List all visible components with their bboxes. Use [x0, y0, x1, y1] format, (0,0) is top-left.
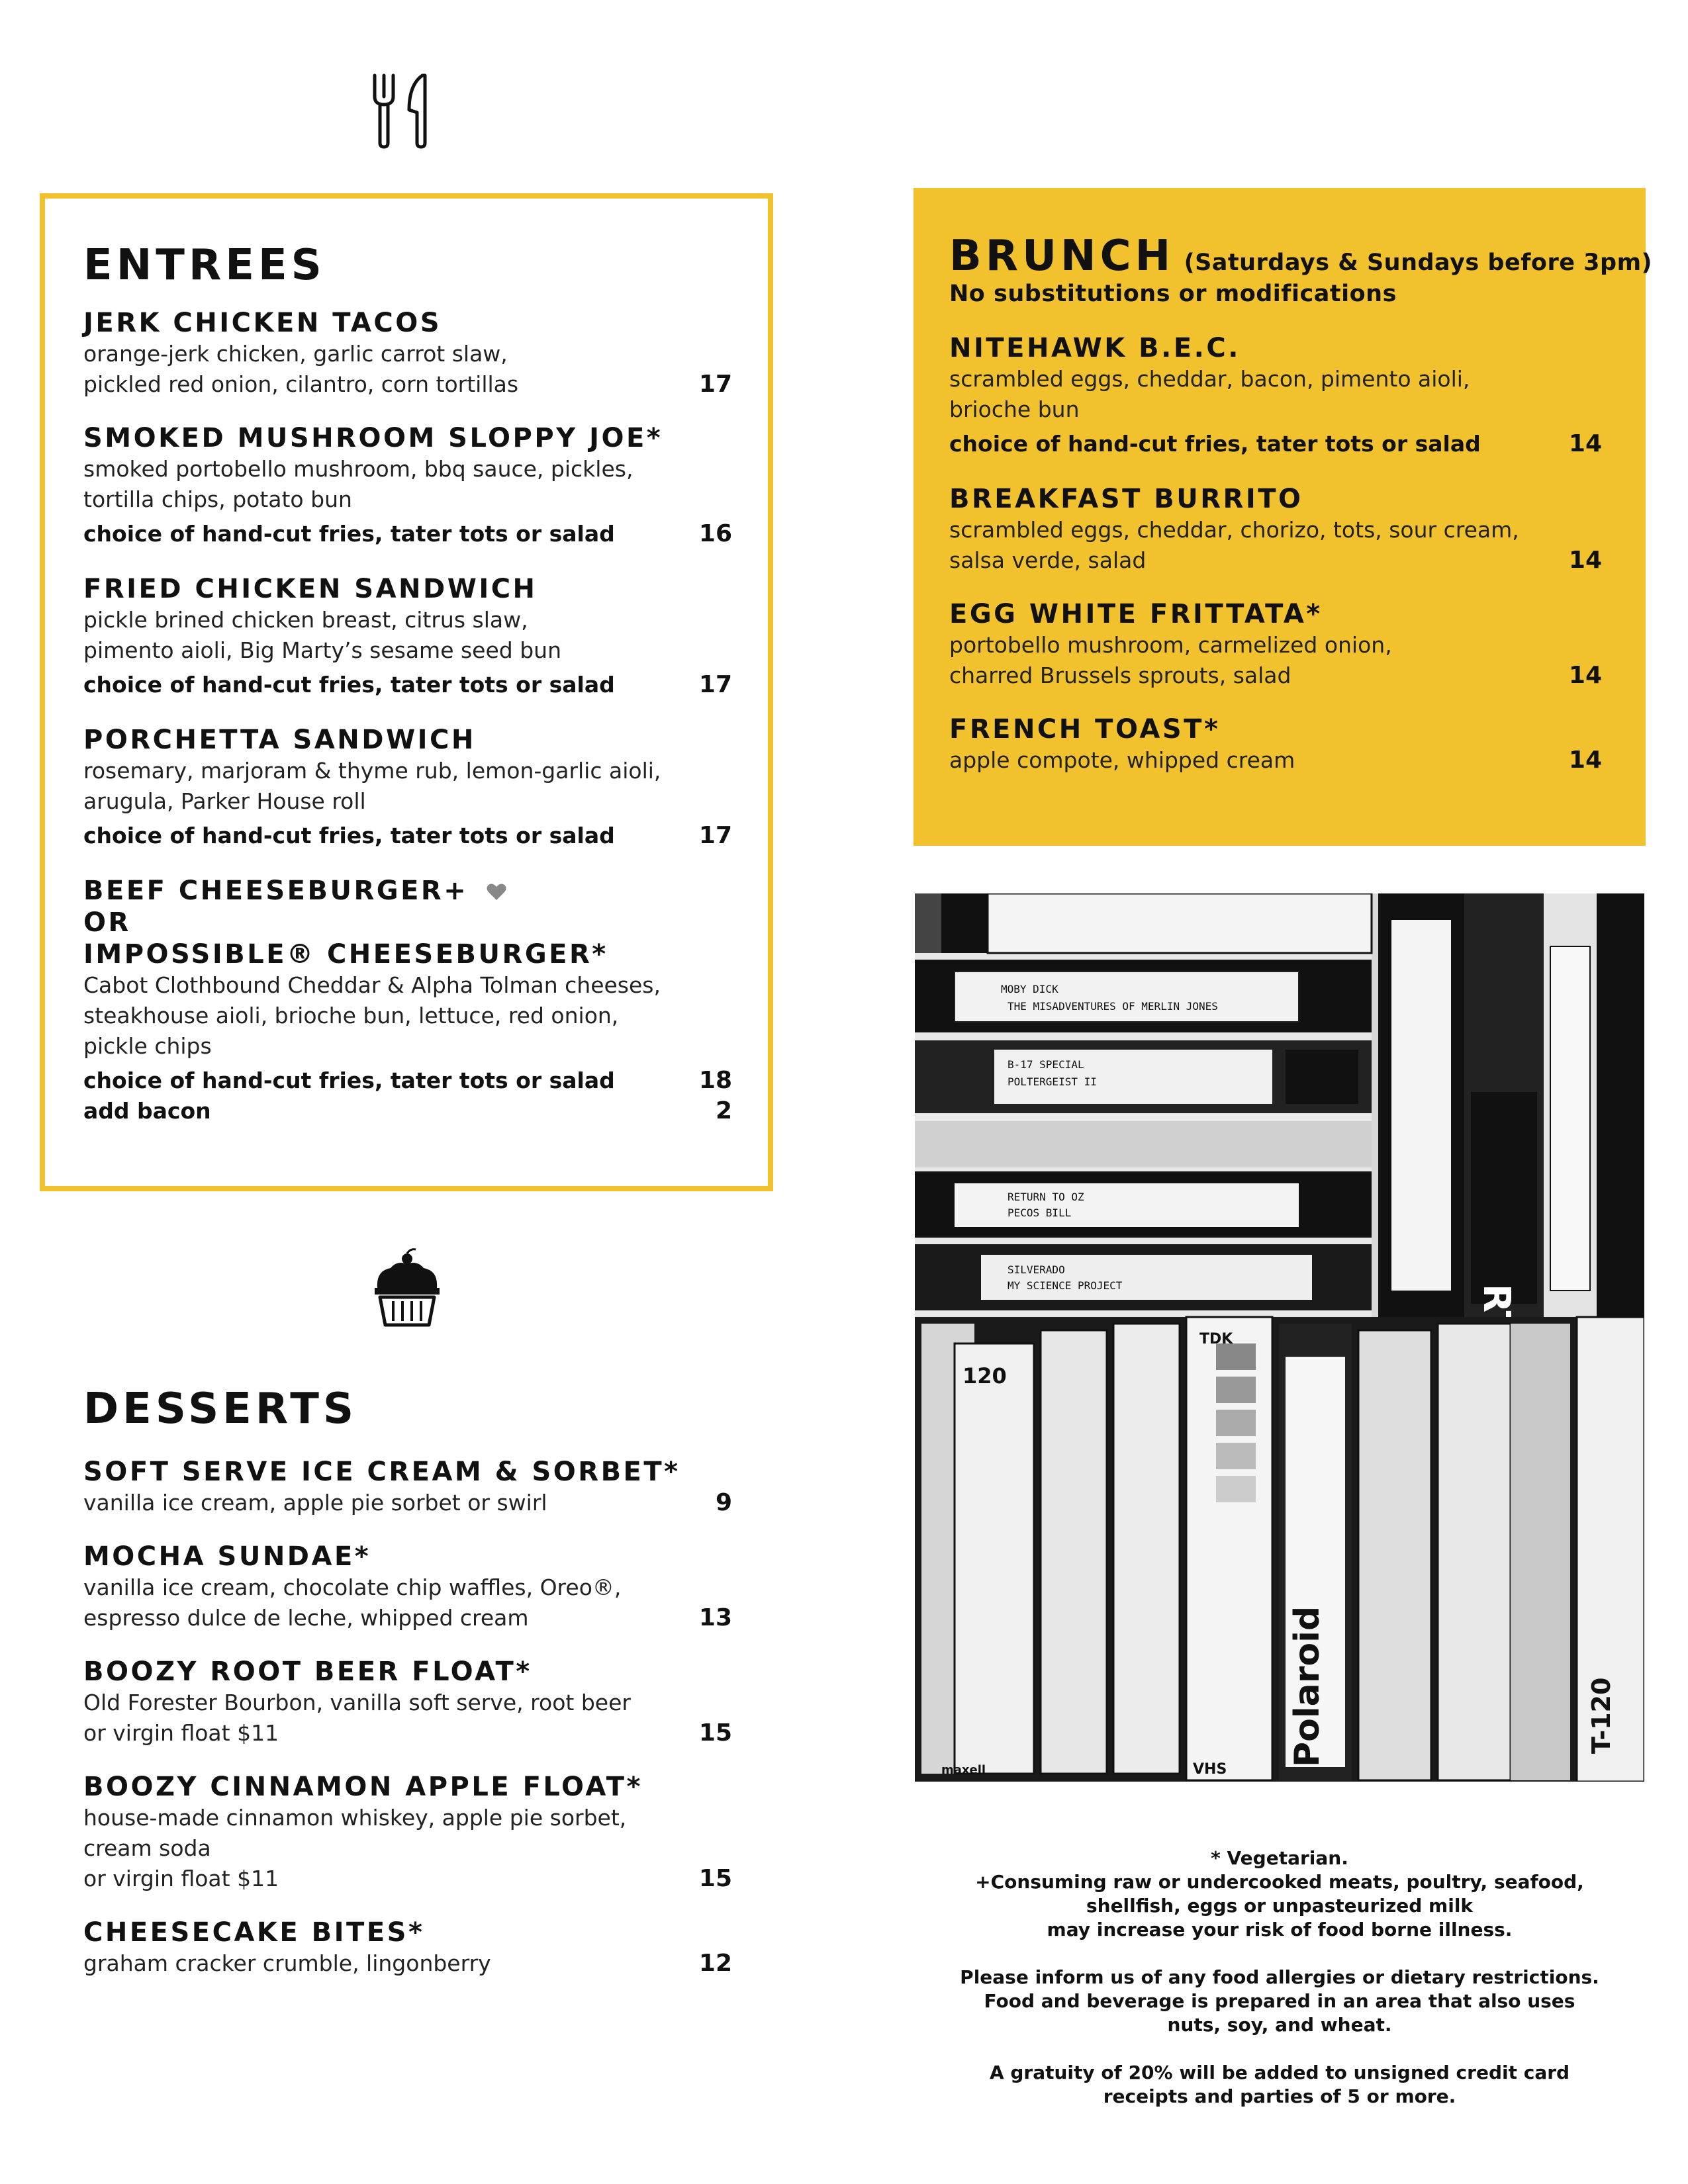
item-name-or: OR — [83, 907, 131, 938]
item-addon: add bacon — [83, 1098, 211, 1124]
item-description: portobello mushroom, carmelized onion, — [949, 632, 1392, 658]
item-side-choice: choice of hand-cut fries, tater tots or salad — [949, 431, 1481, 457]
brunch-subtitle: No substitutions or modifications — [949, 281, 1397, 307]
item-price: 17 — [698, 822, 732, 849]
item-price: 9 — [715, 1489, 732, 1516]
item-description: rosemary, marjoram & thyme rub, lemon-garlic aioli, — [83, 758, 661, 784]
entrees-title: ENTREES — [83, 241, 326, 290]
tape-label-text: THE MISADVENTURES OF MERLIN JONES — [1008, 1000, 1218, 1013]
menu-item-smoked-mushroom-sloppy-joe — [83, 422, 732, 549]
item-description: brioche bun — [949, 396, 1080, 422]
item-description: smoked portobello mushroom, bbq sauce, pickles, — [83, 456, 633, 482]
menu-item-boozy-cinnamon-apple-float — [83, 1771, 732, 1894]
item-name: EGG WHITE FRITTATA* — [949, 599, 1323, 629]
menu-item-fried-chicken-sandwich — [83, 573, 732, 700]
menu-item-nitehawk-bec — [949, 332, 1605, 459]
tape-label-text: T-120 — [1587, 1677, 1616, 1754]
item-name: NITEHAWK B.E.C. — [949, 333, 1241, 363]
tape-label-text: Polaroid — [1288, 1606, 1327, 1767]
footnote-line: +Consuming raw or undercooked meats, poultry, seafood, — [975, 1871, 1584, 1893]
brunch-title: BRUNCH — [949, 232, 1175, 281]
item-description: steakhouse aioli, brioche bun, lettuce, red onion, — [83, 1003, 619, 1028]
tape-label-text: PECOS BILL — [1008, 1206, 1072, 1219]
menu-item-jerk-chicken-tacos — [83, 307, 732, 400]
item-name-line: BEEF CHEESEBURGER+ — [83, 876, 469, 906]
item-description: charred Brussels sprouts, salad — [949, 662, 1291, 688]
heart-icon — [487, 883, 506, 901]
tape-label-text: MOBY DICK — [1001, 983, 1058, 995]
item-description: pickle chips — [83, 1033, 212, 1059]
item-description: pickled red onion, cilantro, corn tortillas — [83, 371, 519, 397]
item-price: 14 — [1568, 747, 1602, 774]
item-description: pickle brined chicken breast, citrus slaw, — [83, 607, 528, 633]
vhs-tapes-artwork — [915, 893, 1644, 1782]
item-name: CHEESECAKE BITES* — [83, 1917, 425, 1948]
item-description: arugula, Parker House roll — [83, 788, 366, 814]
footnote-line: * Vegetarian. — [1211, 1847, 1348, 1869]
item-name: JERK CHICKEN TACOS — [83, 308, 442, 338]
footnotes — [914, 1846, 1646, 2109]
item-name — [83, 875, 732, 907]
item-description: orange-jerk chicken, garlic carrot slaw, — [83, 341, 508, 367]
item-name: MOCHA SUNDAE* — [83, 1541, 371, 1572]
menu-item-cheesecake-bites — [83, 1917, 732, 1979]
item-description: Cabot Clothbound Cheddar & Alpha Tolman cheeses, — [83, 972, 661, 998]
menu-item-porchetta-sandwich — [83, 724, 732, 851]
item-description: or virgin float $11 — [83, 1720, 279, 1746]
cupcake-icon — [371, 1248, 444, 1328]
menu-item-breakfast-burrito — [949, 483, 1605, 576]
item-description: salsa verde, salad — [949, 547, 1147, 573]
menu-item-french-toast — [949, 713, 1605, 776]
item-description: scrambled eggs, cheddar, chorizo, tots, sour cream, — [949, 517, 1519, 543]
item-price: 15 — [698, 1865, 732, 1892]
brunch-heading — [949, 232, 1652, 281]
item-description: graham cracker crumble, lingonberry — [83, 1950, 491, 1976]
item-price: 18 — [698, 1067, 732, 1094]
item-price: 14 — [1568, 430, 1602, 457]
item-description: house-made cinnamon whiskey, apple pie sorbet, — [83, 1805, 627, 1831]
item-name: BOOZY CINNAMON APPLE FLOAT* — [83, 1772, 643, 1802]
item-name: FRIED CHICKEN SANDWICH — [83, 574, 538, 604]
item-price: 13 — [698, 1604, 732, 1631]
item-price: 17 — [698, 671, 732, 698]
tape-label-text: RETURN TO OZ — [1008, 1191, 1084, 1203]
item-description: or virgin float $11 — [83, 1866, 279, 1891]
item-name: BREAKFAST BURRITO — [949, 484, 1303, 514]
footnote-line: Please inform us of any food allergies or dietary restrictions. — [960, 1966, 1599, 1988]
menu-item-mocha-sundae — [83, 1541, 732, 1633]
item-name-line: IMPOSSIBLE® CHEESEBURGER* — [83, 939, 608, 970]
menu-item-cheeseburger — [83, 875, 732, 1126]
footnote-spacer — [914, 2037, 1646, 2061]
tape-label-text: MY SCIENCE PROJECT — [1008, 1279, 1123, 1292]
footnote-line: may increase your risk of food borne illness. — [1047, 1919, 1513, 1940]
tape-label-text: VHS — [1193, 1761, 1227, 1778]
footnote-line: A gratuity of 20% will be added to unsigned credit card — [989, 2062, 1570, 2083]
item-name: BOOZY ROOT BEER FLOAT* — [83, 1657, 532, 1687]
desserts-title: DESSERTS — [83, 1385, 358, 1433]
item-description: pimento aioli, Big Marty’s sesame seed bun — [83, 637, 562, 663]
footnote-line: Food and beverage is prepared in an area that also uses — [984, 1990, 1575, 2012]
tape-label-text: SILVERADO — [1008, 1263, 1065, 1276]
item-side-choice: choice of hand-cut fries, tater tots or salad — [83, 1068, 615, 1093]
tape-label-text: POLTERGEIST II — [1008, 1075, 1097, 1088]
tape-label-text: maxell — [941, 1763, 986, 1777]
item-price: 14 — [1568, 547, 1602, 574]
item-side-choice: choice of hand-cut fries, tater tots or salad — [83, 521, 615, 547]
item-name: SOFT SERVE ICE CREAM & SORBET* — [83, 1457, 680, 1487]
item-description: espresso dulce de leche, whipped cream — [83, 1605, 529, 1631]
item-name: SMOKED MUSHROOM SLOPPY JOE* — [83, 423, 663, 453]
menu-item-egg-white-frittata — [949, 598, 1605, 691]
item-name: PORCHETTA SANDWICH — [83, 725, 476, 755]
addon-price: 2 — [715, 1097, 732, 1124]
tape-label-text: 120 — [962, 1363, 1007, 1388]
footnote-line: shellfish, eggs or unpasteurized milk — [1086, 1895, 1474, 1917]
item-description: Old Forester Bourbon, vanilla soft serve, root beer — [83, 1690, 631, 1715]
item-description: apple compote, whipped cream — [949, 747, 1295, 773]
item-description: scrambled eggs, cheddar, bacon, pimento aioli, — [949, 366, 1470, 392]
brunch-title-note: (Saturdays & Sundays before 3pm) — [1184, 250, 1653, 276]
item-price: 17 — [698, 371, 732, 398]
item-price: 12 — [698, 1950, 732, 1977]
item-side-choice: choice of hand-cut fries, tater tots or salad — [83, 672, 615, 698]
footnote-spacer — [914, 1942, 1646, 1966]
tape-label-text: B-17 SPECIAL — [1008, 1058, 1084, 1071]
item-description: tortilla chips, potato bun — [83, 486, 352, 512]
menu-item-boozy-root-beer-float — [83, 1656, 732, 1749]
item-description: vanilla ice cream, chocolate chip waffles, Oreo®, — [83, 1574, 622, 1600]
item-price: 14 — [1568, 662, 1602, 689]
item-name: FRENCH TOAST* — [949, 714, 1221, 745]
tape-label-text: TDK — [1199, 1331, 1233, 1347]
footnote-line: nuts, soy, and wheat. — [1167, 2014, 1392, 2036]
item-price: 16 — [698, 520, 732, 547]
footnote-line: receipts and parties of 5 or more. — [1103, 2085, 1456, 2107]
item-description: vanilla ice cream, apple pie sorbet or swirl — [83, 1490, 547, 1516]
item-description: cream soda — [83, 1835, 211, 1861]
item-price: 15 — [698, 1719, 732, 1747]
item-side-choice: choice of hand-cut fries, tater tots or salad — [83, 823, 615, 848]
fork-knife-icon — [363, 71, 442, 151]
menu-item-soft-serve — [83, 1456, 732, 1518]
vhs-tapes-illustration — [915, 893, 1644, 1782]
